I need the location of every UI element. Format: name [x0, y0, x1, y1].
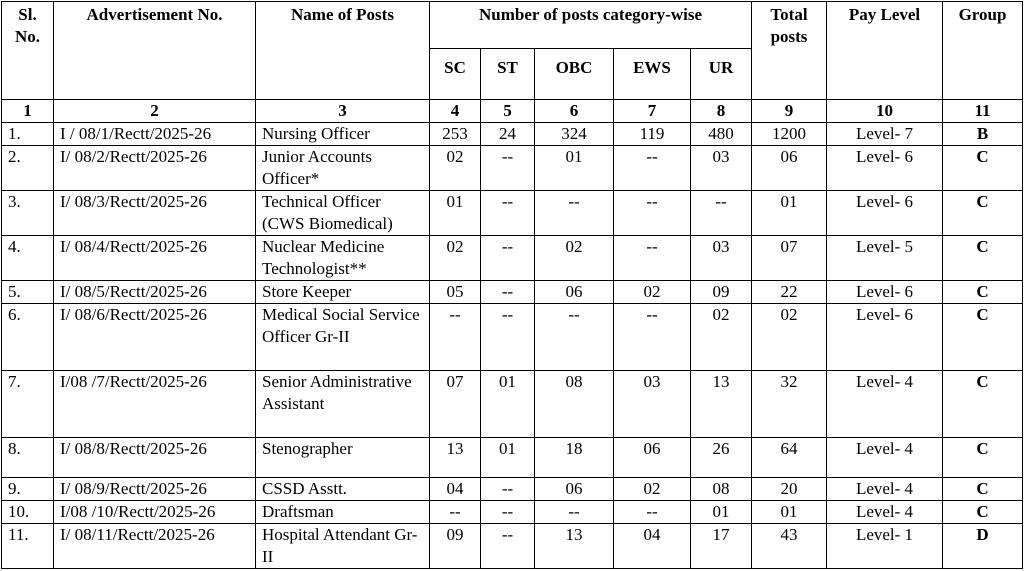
ews-cell: --: [614, 501, 691, 524]
ur-cell: 03: [691, 146, 752, 191]
header-pay-level: Pay Level: [827, 2, 943, 100]
column-number: 9: [752, 100, 827, 123]
table-row: [2, 236, 1023, 281]
total-cell: 20: [752, 478, 827, 501]
column-number: 10: [827, 100, 943, 123]
column-number: 2: [54, 100, 256, 123]
ews-cell: --: [614, 191, 691, 236]
obc-cell: --: [535, 304, 614, 371]
header-total-posts: Total posts: [752, 2, 827, 100]
sl-no-cell: 2.: [2, 146, 54, 191]
ews-cell: 04: [614, 524, 691, 569]
table-row: [2, 304, 1023, 371]
group-cell: B: [943, 123, 1023, 146]
ews-cell: --: [614, 146, 691, 191]
advertisement-no-cell: I/ 08/2/Rectt/2025-26: [54, 146, 256, 191]
st-cell: --: [481, 478, 535, 501]
ur-cell: 03: [691, 236, 752, 281]
table-row: [2, 123, 1023, 146]
post-name-cell: Junior Accounts Officer*: [256, 146, 430, 191]
sc-cell: 01: [430, 191, 481, 236]
post-name-cell: Stenographer: [256, 438, 430, 478]
group-cell: C: [943, 281, 1023, 304]
sl-no-cell: 11.: [2, 524, 54, 569]
column-number: 5: [481, 100, 535, 123]
sc-cell: 09: [430, 524, 481, 569]
ews-cell: 06: [614, 438, 691, 478]
table-row: [2, 371, 1023, 438]
advertisement-no-cell: I/08 /7/Rectt/2025-26: [54, 371, 256, 438]
pay-level-cell: Level- 6: [827, 146, 943, 191]
header-sl-no: Sl. No.: [2, 2, 54, 100]
sl-no-cell: 7.: [2, 371, 54, 438]
obc-cell: 06: [535, 281, 614, 304]
ur-cell: 09: [691, 281, 752, 304]
total-cell: 01: [752, 501, 827, 524]
st-cell: --: [481, 146, 535, 191]
sc-cell: --: [430, 304, 481, 371]
header-ews: EWS: [614, 49, 691, 100]
advertisement-no-cell: I/08 /10/Rectt/2025-26: [54, 501, 256, 524]
header-name-of-posts: Name of Posts: [256, 2, 430, 100]
ur-cell: 480: [691, 123, 752, 146]
ur-cell: 01: [691, 501, 752, 524]
sl-no-cell: 6.: [2, 304, 54, 371]
ur-cell: 08: [691, 478, 752, 501]
group-cell: C: [943, 438, 1023, 478]
header-ur: UR: [691, 49, 752, 100]
sc-cell: 02: [430, 146, 481, 191]
advertisement-no-cell: I / 08/1/Rectt/2025-26: [54, 123, 256, 146]
st-cell: 01: [481, 371, 535, 438]
st-cell: 01: [481, 438, 535, 478]
obc-cell: 324: [535, 123, 614, 146]
sl-no-cell: 8.: [2, 438, 54, 478]
header-category-group: Number of posts category-wise: [430, 2, 752, 49]
group-cell: C: [943, 371, 1023, 438]
ews-cell: --: [614, 304, 691, 371]
obc-cell: 13: [535, 524, 614, 569]
st-cell: --: [481, 501, 535, 524]
sl-no-cell: 5.: [2, 281, 54, 304]
total-cell: 06: [752, 146, 827, 191]
ur-cell: 13: [691, 371, 752, 438]
total-cell: 22: [752, 281, 827, 304]
sc-cell: 253: [430, 123, 481, 146]
post-name-cell: Draftsman: [256, 501, 430, 524]
ur-cell: 26: [691, 438, 752, 478]
column-number: 1: [2, 100, 54, 123]
header-sc: SC: [430, 49, 481, 100]
obc-cell: 08: [535, 371, 614, 438]
sc-cell: 02: [430, 236, 481, 281]
obc-cell: 06: [535, 478, 614, 501]
column-number: 8: [691, 100, 752, 123]
advertisement-no-cell: I/ 08/4/Rectt/2025-26: [54, 236, 256, 281]
sl-no-cell: 4.: [2, 236, 54, 281]
advertisement-no-cell: I/ 08/8/Rectt/2025-26: [54, 438, 256, 478]
group-cell: C: [943, 304, 1023, 371]
st-cell: --: [481, 281, 535, 304]
total-cell: 01: [752, 191, 827, 236]
header-st: ST: [481, 49, 535, 100]
total-cell: 1200: [752, 123, 827, 146]
ur-cell: 17: [691, 524, 752, 569]
pay-level-cell: Level- 5: [827, 236, 943, 281]
advertisement-no-cell: I/ 08/6/Rectt/2025-26: [54, 304, 256, 371]
column-number: 3: [256, 100, 430, 123]
sc-cell: 13: [430, 438, 481, 478]
table-row: [2, 478, 1023, 501]
pay-level-cell: Level- 4: [827, 501, 943, 524]
advertisement-no-cell: I/ 08/3/Rectt/2025-26: [54, 191, 256, 236]
sc-cell: --: [430, 501, 481, 524]
sl-no-cell: 3.: [2, 191, 54, 236]
post-name-cell: Technical Officer (CWS Biomedical): [256, 191, 430, 236]
obc-cell: 02: [535, 236, 614, 281]
advertisement-no-cell: I/ 08/9/Rectt/2025-26: [54, 478, 256, 501]
group-cell: C: [943, 478, 1023, 501]
table-row: [2, 146, 1023, 191]
advertisement-no-cell: I/ 08/5/Rectt/2025-26: [54, 281, 256, 304]
group-cell: C: [943, 146, 1023, 191]
column-number: 7: [614, 100, 691, 123]
post-name-cell: Store Keeper: [256, 281, 430, 304]
post-name-cell: Nuclear Medicine Technologist**: [256, 236, 430, 281]
group-cell: D: [943, 524, 1023, 569]
total-cell: 02: [752, 304, 827, 371]
ews-cell: 02: [614, 478, 691, 501]
column-number: 6: [535, 100, 614, 123]
post-name-cell: Senior Administrative Assistant: [256, 371, 430, 438]
post-name-cell: Medical Social Service Officer Gr-II: [256, 304, 430, 371]
table-row: [2, 501, 1023, 524]
column-number-row: [2, 100, 1023, 123]
ur-cell: 02: [691, 304, 752, 371]
total-cell: 32: [752, 371, 827, 438]
sl-no-cell: 9.: [2, 478, 54, 501]
obc-cell: 18: [535, 438, 614, 478]
table-row: [2, 524, 1023, 569]
post-name-cell: CSSD Asstt.: [256, 478, 430, 501]
sl-no-cell: 1.: [2, 123, 54, 146]
posts-table: [1, 1, 1023, 569]
header-obc: OBC: [535, 49, 614, 100]
st-cell: --: [481, 191, 535, 236]
pay-level-cell: Level- 6: [827, 304, 943, 371]
pay-level-cell: Level- 6: [827, 191, 943, 236]
pay-level-cell: Level- 6: [827, 281, 943, 304]
ur-cell: --: [691, 191, 752, 236]
sc-cell: 05: [430, 281, 481, 304]
post-name-cell: Hospital Attendant Gr-II: [256, 524, 430, 569]
obc-cell: --: [535, 191, 614, 236]
pay-level-cell: Level- 1: [827, 524, 943, 569]
table-row: [2, 438, 1023, 478]
pay-level-cell: Level- 4: [827, 438, 943, 478]
post-name-cell: Nursing Officer: [256, 123, 430, 146]
sc-cell: 07: [430, 371, 481, 438]
obc-cell: 01: [535, 146, 614, 191]
table-row: [2, 191, 1023, 236]
group-cell: C: [943, 236, 1023, 281]
header-group: Group: [943, 2, 1023, 100]
obc-cell: --: [535, 501, 614, 524]
sl-no-cell: 10.: [2, 501, 54, 524]
st-cell: --: [481, 524, 535, 569]
pay-level-cell: Level- 4: [827, 371, 943, 438]
ews-cell: 03: [614, 371, 691, 438]
st-cell: --: [481, 304, 535, 371]
ews-cell: --: [614, 236, 691, 281]
total-cell: 43: [752, 524, 827, 569]
pay-level-cell: Level- 7: [827, 123, 943, 146]
pay-level-cell: Level- 4: [827, 478, 943, 501]
column-number: 4: [430, 100, 481, 123]
column-number: 11: [943, 100, 1023, 123]
table-row: [2, 281, 1023, 304]
header-advertisement-no: Advertisement No.: [54, 2, 256, 100]
st-cell: 24: [481, 123, 535, 146]
ews-cell: 02: [614, 281, 691, 304]
group-cell: C: [943, 191, 1023, 236]
sc-cell: 04: [430, 478, 481, 501]
advertisement-no-cell: I/ 08/11/Rectt/2025-26: [54, 524, 256, 569]
ews-cell: 119: [614, 123, 691, 146]
total-cell: 07: [752, 236, 827, 281]
group-cell: C: [943, 501, 1023, 524]
st-cell: --: [481, 236, 535, 281]
total-cell: 64: [752, 438, 827, 478]
